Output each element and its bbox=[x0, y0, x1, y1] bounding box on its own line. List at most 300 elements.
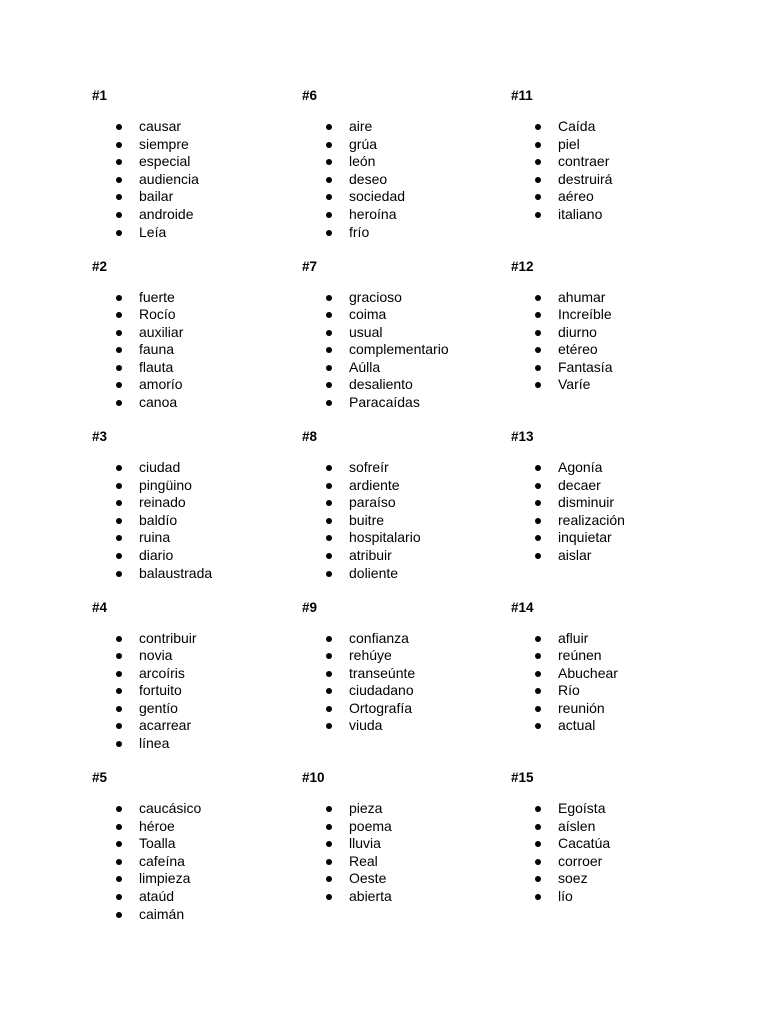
word-text: reúnen bbox=[558, 647, 602, 664]
list-item bbox=[302, 324, 449, 342]
word-text: transeúnte bbox=[349, 664, 416, 681]
bullet-icon bbox=[535, 212, 541, 218]
word-text: Real bbox=[349, 852, 378, 869]
list-item bbox=[92, 630, 197, 648]
list-item bbox=[302, 888, 392, 906]
list-item bbox=[511, 494, 625, 512]
list-item bbox=[92, 206, 199, 224]
list-item bbox=[302, 700, 415, 718]
list-item bbox=[92, 735, 197, 753]
word-text: deseo bbox=[349, 170, 388, 187]
list-item bbox=[302, 459, 421, 477]
list-item bbox=[302, 394, 449, 412]
word-text: frío bbox=[349, 223, 370, 240]
word-list bbox=[302, 118, 405, 241]
group-title: #4 bbox=[92, 599, 108, 615]
list-item bbox=[302, 665, 415, 683]
word-text: contribuir bbox=[139, 629, 197, 646]
word-text: caimán bbox=[139, 905, 185, 922]
bullet-icon bbox=[116, 553, 122, 559]
bullet-icon bbox=[535, 671, 541, 677]
word-text: novia bbox=[139, 647, 173, 664]
word-text: pieza bbox=[349, 800, 383, 816]
bullet-icon bbox=[326, 636, 332, 642]
word-group bbox=[92, 769, 302, 940]
word-text: realización bbox=[558, 511, 625, 528]
bullet-icon bbox=[535, 706, 541, 712]
list-item bbox=[511, 153, 612, 171]
bullet-icon bbox=[326, 518, 332, 524]
list-item bbox=[302, 547, 421, 565]
list-item bbox=[511, 188, 612, 206]
bullet-icon bbox=[535, 124, 541, 130]
list-item bbox=[511, 477, 625, 495]
word-text: gentío bbox=[139, 699, 178, 716]
bullet-icon bbox=[535, 841, 541, 847]
word-text: coima bbox=[349, 306, 387, 323]
bullet-icon bbox=[116, 465, 122, 471]
bullet-icon bbox=[116, 841, 122, 847]
word-text: Río bbox=[558, 682, 580, 699]
word-group bbox=[92, 599, 302, 770]
bullet-icon bbox=[116, 894, 122, 900]
list-item bbox=[92, 188, 199, 206]
word-group bbox=[302, 87, 512, 258]
word-text: canoa bbox=[139, 394, 178, 411]
word-group bbox=[511, 258, 721, 429]
list-item bbox=[302, 870, 392, 888]
word-text: ciudadano bbox=[349, 682, 414, 699]
word-group bbox=[511, 599, 721, 770]
bullet-icon bbox=[326, 653, 332, 659]
bullet-icon bbox=[326, 465, 332, 471]
bullet-icon bbox=[116, 500, 122, 506]
list-item bbox=[511, 359, 612, 377]
bullet-icon bbox=[326, 706, 332, 712]
group-title: #8 bbox=[302, 429, 318, 444]
word-text: león bbox=[349, 153, 376, 170]
bullet-icon bbox=[326, 212, 332, 218]
word-text: ruina bbox=[139, 529, 171, 546]
word-list bbox=[92, 459, 212, 582]
word-text: buitre bbox=[349, 511, 385, 528]
bullet-icon bbox=[116, 723, 122, 729]
bullet-icon bbox=[535, 365, 541, 371]
word-text: Caída bbox=[558, 118, 596, 134]
list-item bbox=[511, 324, 612, 342]
list-item bbox=[302, 835, 392, 853]
word-text: paraíso bbox=[349, 494, 396, 511]
word-text: especial bbox=[139, 153, 191, 170]
word-text: pingüino bbox=[139, 476, 192, 493]
list-item bbox=[302, 359, 449, 377]
bullet-icon bbox=[535, 177, 541, 183]
list-item bbox=[511, 529, 625, 547]
list-item bbox=[302, 818, 392, 836]
bullet-icon bbox=[326, 124, 332, 130]
list-item bbox=[511, 630, 618, 648]
word-text: fauna bbox=[139, 341, 175, 358]
bullet-icon bbox=[116, 159, 122, 165]
group-title: #11 bbox=[511, 88, 533, 103]
word-text: piel bbox=[558, 135, 580, 152]
bullet-icon bbox=[535, 653, 541, 659]
bullet-icon bbox=[535, 500, 541, 506]
list-item bbox=[92, 818, 201, 836]
list-item bbox=[92, 906, 201, 924]
list-item bbox=[92, 682, 197, 700]
word-text: confianza bbox=[349, 629, 409, 646]
word-text: arcoíris bbox=[139, 664, 185, 681]
bullet-icon bbox=[535, 159, 541, 165]
list-item bbox=[302, 477, 421, 495]
bullet-icon bbox=[116, 365, 122, 371]
bullet-icon bbox=[535, 806, 541, 812]
word-text: complementario bbox=[349, 341, 449, 358]
word-text: Leía bbox=[139, 223, 167, 240]
list-item bbox=[511, 853, 610, 871]
group-title: #15 bbox=[511, 770, 534, 785]
bullet-icon bbox=[326, 671, 332, 677]
column-2 bbox=[302, 87, 512, 940]
word-text: balaustrada bbox=[139, 564, 213, 581]
bullet-icon bbox=[326, 553, 332, 559]
bullet-icon bbox=[326, 806, 332, 812]
list-item bbox=[92, 224, 199, 242]
list-item bbox=[511, 665, 618, 683]
list-item bbox=[92, 494, 212, 512]
bullet-icon bbox=[116, 518, 122, 524]
list-item bbox=[302, 188, 405, 206]
word-text: afluir bbox=[558, 629, 589, 646]
list-item bbox=[511, 717, 618, 735]
list-item bbox=[511, 888, 610, 906]
list-item bbox=[511, 171, 612, 189]
word-text: desaliento bbox=[349, 376, 413, 393]
word-text: diurno bbox=[558, 323, 597, 340]
bullet-icon bbox=[326, 841, 332, 847]
bullet-icon bbox=[326, 230, 332, 236]
group-title: #7 bbox=[302, 258, 318, 274]
bullet-icon bbox=[535, 465, 541, 471]
word-text: causar bbox=[139, 118, 182, 134]
word-text: actual bbox=[558, 717, 596, 734]
list-item bbox=[302, 118, 405, 136]
word-text: abierta bbox=[349, 887, 392, 904]
word-text: Aúlla bbox=[349, 358, 381, 375]
list-item bbox=[92, 324, 183, 342]
list-item bbox=[92, 306, 183, 324]
bullet-icon bbox=[116, 312, 122, 318]
word-text: Fantasía bbox=[558, 358, 613, 375]
word-text: soez bbox=[558, 870, 588, 887]
group-title: #2 bbox=[92, 258, 108, 274]
bullet-icon bbox=[116, 706, 122, 712]
bullet-icon bbox=[116, 806, 122, 812]
bullet-icon bbox=[116, 859, 122, 865]
list-item bbox=[302, 647, 415, 665]
list-item bbox=[92, 477, 212, 495]
list-item bbox=[92, 171, 199, 189]
list-item bbox=[92, 512, 212, 530]
bullet-icon bbox=[326, 824, 332, 830]
word-text: Abuchear bbox=[558, 664, 618, 681]
bullet-icon bbox=[116, 741, 122, 747]
list-item bbox=[511, 647, 618, 665]
word-text: amorío bbox=[139, 376, 183, 393]
list-item bbox=[302, 136, 405, 154]
bullet-icon bbox=[535, 723, 541, 729]
bullet-icon bbox=[326, 365, 332, 371]
list-item bbox=[92, 459, 212, 477]
column-3 bbox=[511, 87, 721, 940]
word-text: baldío bbox=[139, 511, 178, 528]
word-list bbox=[92, 289, 183, 412]
word-text: ardiente bbox=[349, 476, 400, 493]
bullet-icon bbox=[326, 500, 332, 506]
word-list bbox=[511, 459, 625, 565]
column-1 bbox=[92, 87, 302, 940]
bullet-icon bbox=[326, 194, 332, 200]
word-list bbox=[302, 459, 421, 582]
group-title: #13 bbox=[511, 429, 534, 444]
list-item bbox=[511, 206, 612, 224]
list-item bbox=[302, 153, 405, 171]
bullet-icon bbox=[326, 347, 332, 353]
word-text: etéreo bbox=[558, 341, 598, 358]
bullet-icon bbox=[116, 688, 122, 694]
word-text: Paracaídas bbox=[349, 394, 420, 411]
word-text: aéreo bbox=[558, 188, 594, 205]
list-item bbox=[511, 306, 612, 324]
word-text: heroína bbox=[349, 205, 397, 222]
bullet-icon bbox=[535, 483, 541, 489]
bullet-icon bbox=[116, 912, 122, 918]
list-item bbox=[511, 289, 612, 307]
bullet-icon bbox=[326, 894, 332, 900]
list-item bbox=[302, 800, 392, 818]
word-text: línea bbox=[139, 735, 170, 752]
list-item bbox=[92, 341, 183, 359]
word-list bbox=[302, 630, 415, 736]
word-text: Oeste bbox=[349, 870, 387, 887]
group-title: #12 bbox=[511, 258, 534, 274]
bullet-icon bbox=[535, 894, 541, 900]
bullet-icon bbox=[535, 330, 541, 336]
bullet-icon bbox=[116, 177, 122, 183]
list-item bbox=[302, 224, 405, 242]
word-text: lío bbox=[558, 887, 573, 904]
bullet-icon bbox=[116, 382, 122, 388]
word-text: flauta bbox=[139, 358, 174, 375]
bullet-icon bbox=[535, 347, 541, 353]
bullet-icon bbox=[326, 571, 332, 577]
bullet-icon bbox=[116, 824, 122, 830]
bullet-icon bbox=[116, 535, 122, 541]
list-item bbox=[511, 682, 618, 700]
bullet-icon bbox=[326, 295, 332, 301]
list-item bbox=[92, 717, 197, 735]
word-text: lluvia bbox=[349, 835, 381, 852]
bullet-icon bbox=[116, 347, 122, 353]
word-text: héroe bbox=[139, 817, 175, 834]
word-text: fortuito bbox=[139, 682, 182, 699]
group-title: #3 bbox=[92, 429, 108, 444]
bullet-icon bbox=[535, 636, 541, 642]
word-text: viuda bbox=[349, 717, 383, 734]
word-group bbox=[511, 428, 721, 599]
word-group bbox=[302, 599, 512, 770]
list-item bbox=[302, 717, 415, 735]
list-item bbox=[92, 800, 201, 818]
bullet-icon bbox=[326, 723, 332, 729]
bullet-icon bbox=[326, 400, 332, 406]
bullet-icon bbox=[326, 142, 332, 148]
list-item bbox=[511, 800, 610, 818]
bullet-icon bbox=[116, 400, 122, 406]
group-title: #9 bbox=[302, 599, 318, 615]
word-list bbox=[511, 118, 612, 224]
group-title: #14 bbox=[511, 599, 534, 615]
word-text: contraer bbox=[558, 153, 610, 170]
word-text: Increíble bbox=[558, 306, 612, 323]
list-item bbox=[511, 835, 610, 853]
word-group bbox=[92, 87, 302, 258]
word-list bbox=[511, 630, 618, 736]
list-item bbox=[302, 529, 421, 547]
group-title: #1 bbox=[92, 88, 108, 103]
word-list bbox=[92, 118, 199, 241]
word-text: cafeína bbox=[139, 852, 185, 869]
bullet-icon bbox=[116, 636, 122, 642]
word-group bbox=[302, 258, 512, 429]
bullet-icon bbox=[535, 142, 541, 148]
word-text: ataúd bbox=[139, 887, 175, 904]
word-text: Ortografía bbox=[349, 699, 413, 716]
word-text: diario bbox=[139, 546, 174, 563]
word-text: hospitalario bbox=[349, 529, 421, 546]
list-item bbox=[92, 870, 201, 888]
word-text: corroer bbox=[558, 852, 603, 869]
word-text: Toalla bbox=[139, 835, 176, 852]
bullet-icon bbox=[326, 876, 332, 882]
bullet-icon bbox=[116, 142, 122, 148]
word-text: Egoísta bbox=[558, 800, 606, 816]
bullet-icon bbox=[326, 483, 332, 489]
word-text: audiencia bbox=[139, 170, 199, 187]
bullet-icon bbox=[535, 553, 541, 559]
word-text: Cacatúa bbox=[558, 835, 611, 852]
word-group bbox=[302, 769, 512, 940]
list-item bbox=[302, 494, 421, 512]
word-text: reunión bbox=[558, 699, 605, 716]
word-text: Varíe bbox=[558, 376, 591, 393]
bullet-icon bbox=[326, 330, 332, 336]
list-item bbox=[302, 206, 405, 224]
list-item bbox=[302, 376, 449, 394]
bullet-icon bbox=[326, 535, 332, 541]
word-text: limpieza bbox=[139, 870, 191, 887]
word-text: grúa bbox=[349, 135, 378, 152]
list-item bbox=[92, 136, 199, 154]
bullet-icon bbox=[116, 295, 122, 301]
word-text: atribuir bbox=[349, 546, 392, 563]
list-item bbox=[302, 306, 449, 324]
bullet-icon bbox=[535, 312, 541, 318]
group-title: #10 bbox=[302, 770, 325, 785]
word-text: ciudad bbox=[139, 459, 181, 475]
list-item bbox=[92, 853, 201, 871]
bullet-icon bbox=[326, 382, 332, 388]
list-item bbox=[92, 835, 201, 853]
word-text: ahumar bbox=[558, 288, 606, 305]
list-item bbox=[302, 289, 449, 307]
list-item bbox=[92, 647, 197, 665]
bullet-icon bbox=[535, 876, 541, 882]
word-list bbox=[302, 800, 392, 906]
list-item bbox=[302, 682, 415, 700]
word-text: poema bbox=[349, 817, 392, 834]
word-text: fuerte bbox=[139, 288, 175, 305]
word-text: aislar bbox=[558, 546, 592, 563]
bullet-icon bbox=[535, 688, 541, 694]
word-list bbox=[92, 630, 197, 753]
bullet-icon bbox=[116, 330, 122, 336]
bullet-icon bbox=[535, 859, 541, 865]
word-list bbox=[511, 289, 612, 395]
list-item bbox=[511, 818, 610, 836]
word-group bbox=[92, 428, 302, 599]
word-text: reinado bbox=[139, 494, 186, 511]
group-title: #5 bbox=[92, 770, 108, 785]
list-item bbox=[511, 459, 625, 477]
list-item bbox=[92, 565, 212, 583]
word-text: destruirá bbox=[558, 170, 613, 187]
bullet-icon bbox=[535, 382, 541, 388]
word-text: doliente bbox=[349, 564, 399, 581]
word-group bbox=[511, 87, 721, 258]
list-item bbox=[92, 118, 199, 136]
bullet-icon bbox=[116, 230, 122, 236]
word-text: sofreír bbox=[349, 459, 389, 475]
bullet-icon bbox=[326, 688, 332, 694]
bullet-icon bbox=[116, 671, 122, 677]
list-item bbox=[511, 547, 625, 565]
word-text: androide bbox=[139, 205, 194, 222]
word-list bbox=[92, 800, 201, 923]
bullet-icon bbox=[116, 194, 122, 200]
word-text: Rocío bbox=[139, 306, 176, 323]
list-item bbox=[302, 565, 421, 583]
bullet-icon bbox=[116, 212, 122, 218]
word-text: decaer bbox=[558, 476, 601, 493]
word-text: aire bbox=[349, 118, 373, 134]
word-text: aíslen bbox=[558, 817, 596, 834]
list-item bbox=[302, 341, 449, 359]
list-item bbox=[92, 888, 201, 906]
word-group bbox=[92, 258, 302, 429]
list-item bbox=[511, 136, 612, 154]
word-text: caucásico bbox=[139, 800, 202, 816]
word-list bbox=[511, 800, 610, 906]
list-item bbox=[92, 394, 183, 412]
bullet-icon bbox=[535, 194, 541, 200]
bullet-icon bbox=[535, 535, 541, 541]
list-item bbox=[302, 512, 421, 530]
list-item bbox=[511, 376, 612, 394]
list-item bbox=[511, 870, 610, 888]
word-text: rehúye bbox=[349, 647, 392, 664]
